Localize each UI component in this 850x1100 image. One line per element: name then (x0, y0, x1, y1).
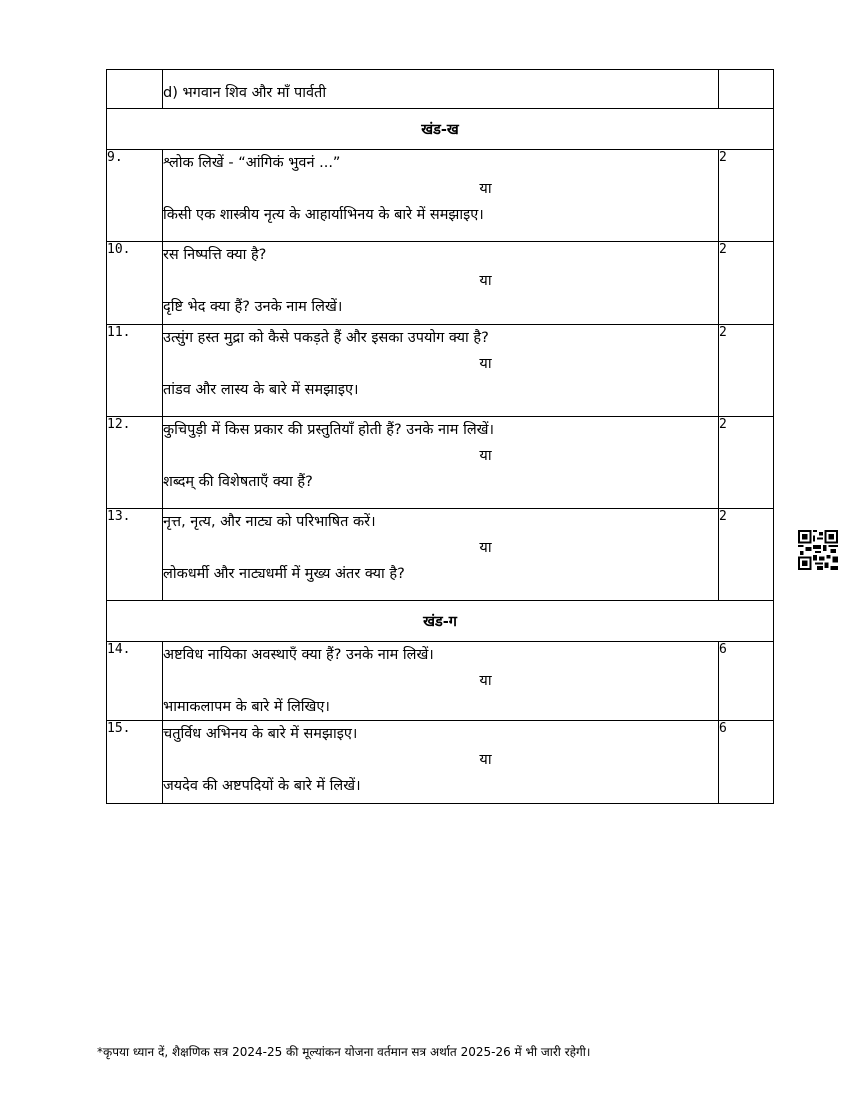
marks: 6 (719, 721, 774, 804)
marks: 6 (719, 642, 774, 721)
question-text: चतुर्विध अभिनय के बारे में समझाइए। (163, 726, 358, 742)
question-cell (163, 417, 719, 509)
table-row (107, 642, 774, 721)
table-row (107, 417, 774, 509)
question-text: अष्टविध नायिका अवस्थाएँ क्या हैं? उनके नाम लिखें। (163, 647, 434, 663)
or-label: या (479, 752, 492, 768)
question-cell (163, 242, 719, 325)
or-label: या (479, 448, 492, 464)
question-table (106, 69, 774, 804)
option-d-text: d) भगवान शिव और माँ पार्वती (163, 85, 327, 101)
alternative-question-text: शब्दम् की विशेषताएँ क्या हैं? (163, 474, 313, 490)
question-text: श्लोक लिखें - “आंगिकं भुवनं ...” (163, 155, 341, 171)
section-title: खंड-ग (107, 601, 774, 642)
question-text: उत्सुंग हस्त मुद्रा को कैसे पकड़ते हैं और इसका उपयोग क्या है? (163, 330, 489, 346)
question-cell (163, 325, 719, 417)
or-label: या (479, 181, 492, 197)
alternative-question-text: लोकधर्मी और नाट्यधर्मी में मुख्य अंतर क्या है? (163, 566, 405, 582)
or-label: या (479, 673, 492, 689)
table-row (107, 721, 774, 804)
marks: 2 (719, 417, 774, 509)
qr-code-icon (798, 530, 838, 570)
alternative-question-text: किसी एक शास्त्रीय नृत्य के आहार्याभिनय के बारे में समझाइए। (163, 207, 484, 223)
table-row (107, 242, 774, 325)
table-row (107, 325, 774, 417)
alternative-question-text: तांडव और लास्य के बारे में समझाइए। (163, 382, 359, 398)
section-header-row (107, 109, 774, 150)
table-row (107, 509, 774, 601)
question-number: 9. (107, 150, 163, 242)
question-number: 15. (107, 721, 163, 804)
question-cell (163, 721, 719, 804)
question-text: कुचिपुड़ी में किस प्रकार की प्रस्तुतियाँ होती हैं? उनके नाम लिखें। (163, 422, 495, 438)
alternative-question-text: जयदेव की अष्टपदियों के बारे में लिखें। (163, 778, 361, 794)
question-number: 14. (107, 642, 163, 721)
marks: 2 (719, 325, 774, 417)
option-d (163, 70, 719, 109)
marks: 2 (719, 242, 774, 325)
or-label: या (479, 356, 492, 372)
marks-cell (719, 70, 774, 109)
alternative-question-text: दृष्टि भेद क्या हैं? उनके नाम लिखें। (163, 299, 343, 315)
table-row (107, 150, 774, 242)
question-number: 11. (107, 325, 163, 417)
question-number: 12. (107, 417, 163, 509)
question-text: नृत्त, नृत्य, और नाट्य को परिभाषित करें। (163, 514, 376, 530)
question-number: 13. (107, 509, 163, 601)
question-number-cell (107, 70, 163, 109)
table-row (107, 70, 774, 109)
marks: 2 (719, 150, 774, 242)
or-label: या (479, 273, 492, 289)
or-label: या (479, 540, 492, 556)
question-text: रस निष्पत्ति क्या है? (163, 247, 267, 263)
question-cell (163, 642, 719, 721)
question-cell (163, 150, 719, 242)
marks: 2 (719, 509, 774, 601)
footnote: *कृपया ध्यान दें, शैक्षणिक सत्र 2024-25 की मूल्यांकन योजना वर्तमान सत्र अर्थात 2025-26 में भी जारी रहेगी। (97, 1045, 591, 1059)
section-title: खंड-ख (107, 109, 774, 150)
question-cell (163, 509, 719, 601)
question-number: 10. (107, 242, 163, 325)
section-header-row (107, 601, 774, 642)
alternative-question-text: भामाकलापम के बारे में लिखिए। (163, 699, 330, 715)
